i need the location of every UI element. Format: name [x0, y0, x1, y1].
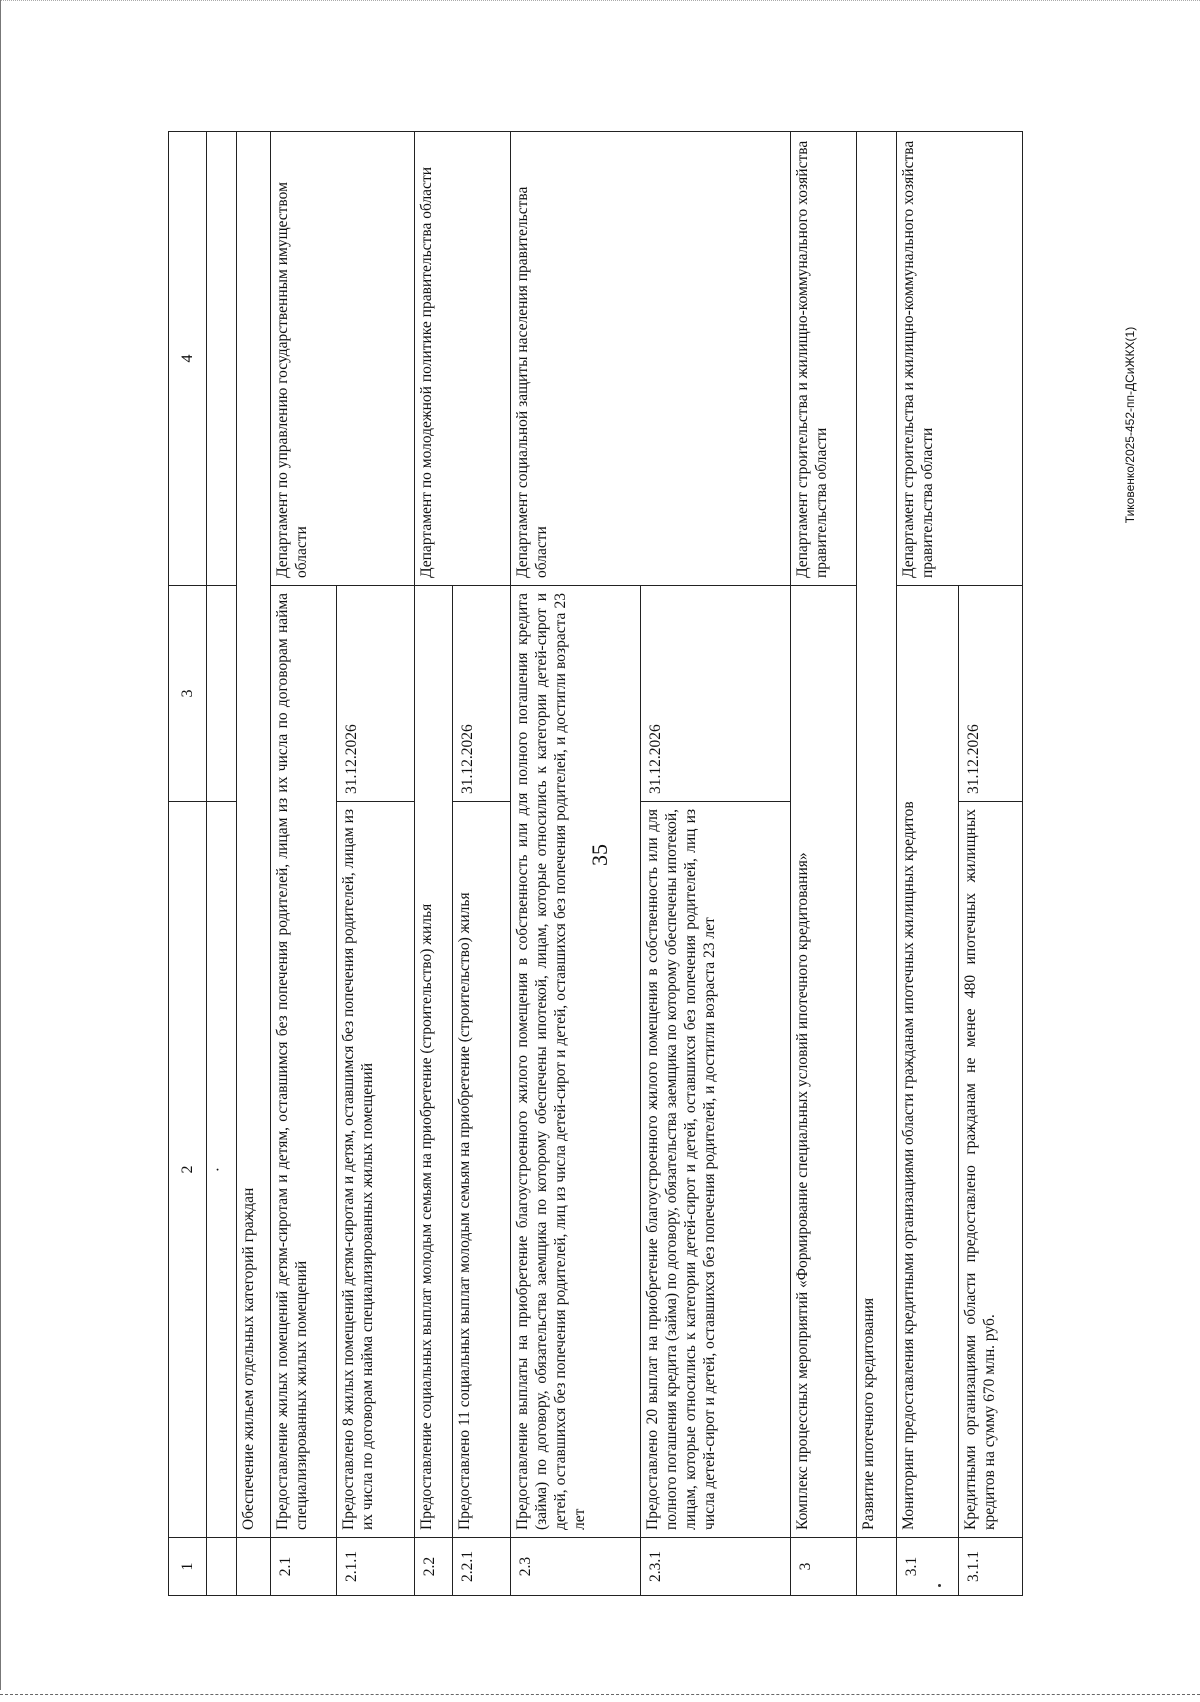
- table-row: [237, 132, 271, 1596]
- table-row: [511, 132, 641, 1596]
- document-code: Тиковенко/2025-452-пп-ДСиЖКХ(1): [1123, 326, 1137, 524]
- row-department: Департамент по управлению государственным имуществом области: [271, 132, 415, 586]
- row-number: 3: [791, 1538, 857, 1596]
- row-number: [857, 1538, 897, 1596]
- row-date: 31.12.2026: [641, 586, 791, 802]
- row-number: 2.2.1: [453, 1538, 511, 1596]
- row-description: Предоставление жилых помещений детям-сиротам и детям, оставшимся без попечения родителей, лицам из их числа по договорам найма специализированных жилых помещений: [271, 586, 337, 1538]
- row-number: 3.1.1: [959, 1538, 1023, 1596]
- scan-top-edge: [0, 0, 1200, 1]
- row-number: 3.1: [897, 1538, 959, 1596]
- row-number: 2.2: [415, 1538, 453, 1596]
- row-department: Департамент строительства и жилищно-коммунального хозяйства правительства области: [897, 132, 1023, 586]
- row-description: Кредитными организациями области предоставлено гражданам не менее 480 ипотечных жилищных кредитов на сумму 670 млн. руб.: [959, 802, 1023, 1538]
- row-date: [207, 586, 237, 802]
- section-title: Обеспечение жильем отдельных категорий граждан: [237, 132, 271, 1538]
- table-header-row: [169, 132, 207, 1596]
- row-number: [207, 1538, 237, 1596]
- row-description: Комплекс процессных мероприятий «Формирование специальных условий ипотечного кредитования»: [791, 586, 857, 1538]
- table-row: [857, 132, 897, 1596]
- row-description: Предоставлено 20 выплат на приобретение благоустроенного жилого помещения в собственность или для полного погашения кредита (займа) по договору, обязательства заемщика по которому обеспечены ипотекой, лицам, которые относились к категории детей-сирот и детей, оставшихся без попечения родителей, лиц из числа детей-сирот и детей, оставшихся без попечения родителей, и достигли возраста 23 лет: [641, 802, 791, 1538]
- column-header-4: 4: [169, 132, 207, 586]
- column-header-3: 3: [169, 586, 207, 802]
- row-number: 2.3.1: [641, 1538, 791, 1596]
- row-description: Мониторинг предоставления кредитными организациями области гражданам ипотечных жилищных кредитов: [897, 586, 959, 1538]
- page-number: 35: [587, 844, 612, 866]
- rotated-table-container: [168, 132, 1022, 1596]
- row-description: Предоставление социальных выплат молодым семьям на приобретение (строительство) жилья: [415, 586, 453, 1538]
- row-number: 2.1.1: [337, 1538, 415, 1596]
- scan-bottom-edge: [0, 1694, 1200, 1695]
- row-department: [207, 132, 237, 586]
- table-row: [271, 132, 337, 1596]
- row-number: [237, 1538, 271, 1596]
- row-department: Департамент строительства и жилищно-коммунального хозяйства правительства области: [791, 132, 857, 586]
- section-title: Развитие ипотечного кредитования: [857, 132, 897, 1538]
- column-header-1: 1: [169, 1538, 207, 1596]
- row-department: Департамент социальной защиты населения правительства области: [511, 132, 791, 586]
- row-date: 31.12.2026: [337, 586, 415, 802]
- table-row: [207, 132, 237, 1596]
- row-date: 31.12.2026: [959, 586, 1023, 802]
- row-description: Предоставлено 8 жилых помещений детям-сиротам и детям, оставшимся без попечения родителей, лицам из их числа по договорам найма специализированных жилых помещений: [337, 802, 415, 1538]
- row-description: Предоставлено 11 социальных выплат молодым семьям на приобретение (строительство) жилья: [453, 802, 511, 1538]
- column-header-2: 2: [169, 802, 207, 1538]
- row-description: Предоставление выплаты на приобретение благоустроенного жилого помещения в собственность или для полного погашения кредита (займа) по договору, обязательства заемщика по которому обеспечены ипотекой, лицам, которые относились к категории детей-сирот и детей, оставшихся без попечения родителей, лиц из числа детей-сирот и детей, оставшихся без попечения родителей, и достигли возраста 23 лет: [511, 586, 641, 1538]
- table-row: [897, 132, 959, 1596]
- row-number: 2.3: [511, 1538, 641, 1596]
- table-row: [415, 132, 453, 1596]
- row-department: Департамент по молодежной политике правительства области: [415, 132, 511, 586]
- scan-left-edge: [0, 0, 1, 1690]
- table-row: [791, 132, 857, 1596]
- row-description: ·: [207, 802, 237, 1538]
- scan-speck: [938, 1584, 941, 1587]
- measures-table: [168, 131, 1023, 1596]
- row-date: 31.12.2026: [453, 586, 511, 802]
- row-number: 2.1: [271, 1538, 337, 1596]
